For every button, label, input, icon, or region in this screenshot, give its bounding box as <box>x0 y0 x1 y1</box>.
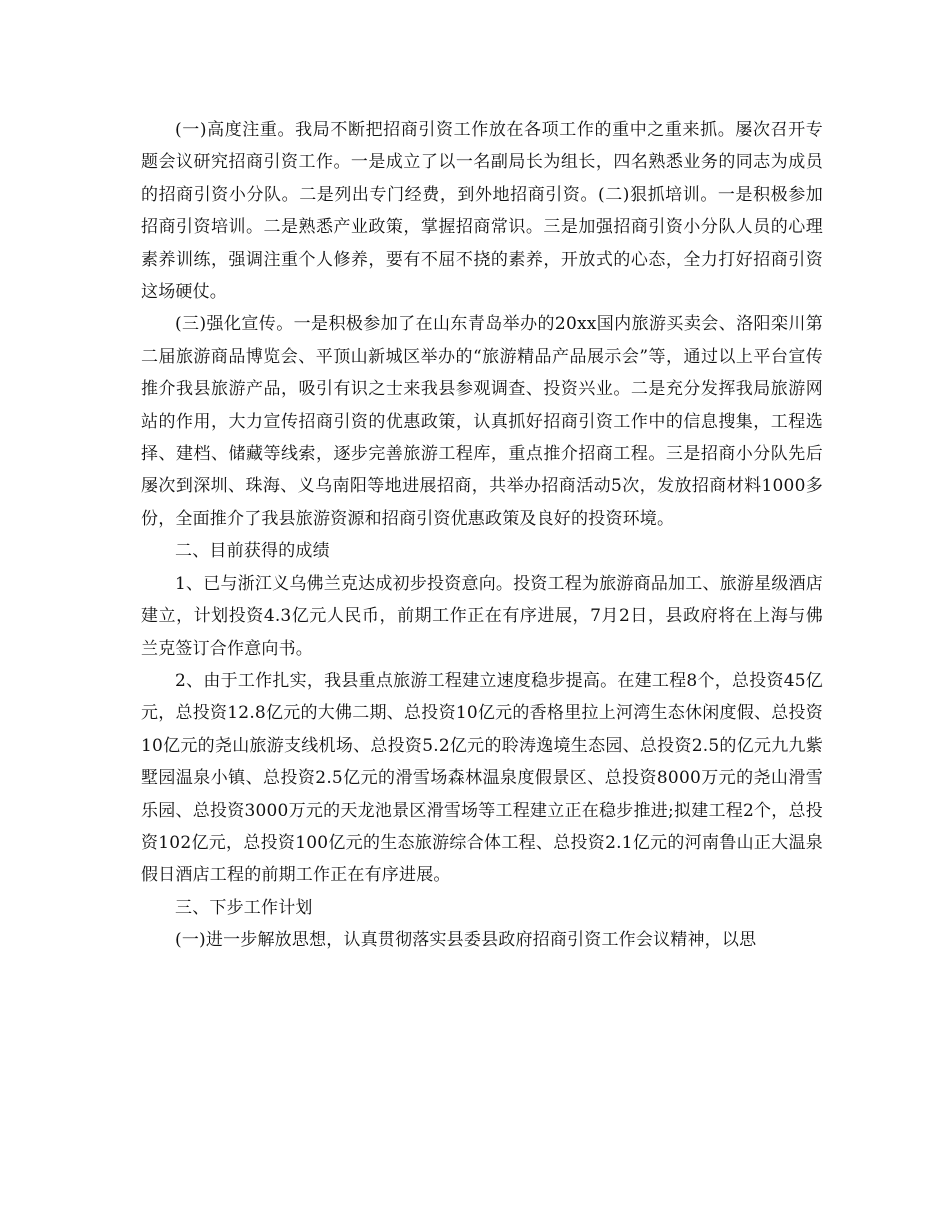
paragraph-training: (一)高度注重。我局不断把招商引资工作放在各项工作的重中之重来抓。屡次召开专题会议研究招商引资工作。一是成立了以一名副局长为组长，四名熟悉业务的同志为成员的招商引资小分队。二是列出专门经费，到外地招商引资。(二)狠抓培训。一是积极参加招商引资培训。二是熟悉产业政策，掌握招商常识。三是加强招商引资小分队人员的心理素养训练，强调注重个人修养，要有不屈不挠的素养，开放式的心态，全力打好招商引资这场硬仗。 <box>141 120 823 303</box>
paragraph-publicity: (三)强化宣传。一是积极参加了在山东青岛举办的20xx国内旅游买卖会、洛阳栾川第二届旅游商品博览会、平顶山新城区举办的“旅游精品产品展示会”等，通过以上平台宣传推介我县旅游产品，吸引有识之士来我县参观调查、投资兴业。二是充分发挥我局旅游网站的作用，大力宣传招商引资的优惠政策，认真抓好招商引资工作中的信息搜集，工程选择、建档、储藏等线索，逐步完善旅游工程库，重点推介招商工程。三是招商小分队先后屡次到深圳、珠海、义乌南阳等地进展招商，共举办招商活动5次，发放招商材料1000多份，全面推介了我县旅游资源和招商引资优惠政策及良好的投资环境。 <box>141 314 823 529</box>
section-heading-achievements: 二、目前获得的成绩 <box>175 541 330 562</box>
paragraph-achievement-2: 2、由于工作扎实，我县重点旅游工程建立速度稳步提高。在建工程8个，总投资45亿元，总投资12.8亿元的大佛二期、总投资10亿元的香格里拉上河湾生态休闲度假、总投资10亿元的尧山旅游支线机场、总投资5.2亿元的聆涛逸境生态园、总投资2.5的亿元九九紫墅园温泉小镇、总投资2.5亿元的滑雪场森林温泉度假景区、总投资8000万元的尧山滑雪乐园、总投资3000万元的天龙池景区滑雪场等工程建立正在稳步推进;拟建工程2个，总投资102亿元，总投资100亿元的生态旅游综合体工程、总投资2.1亿元的河南鲁山正大温泉假日酒店工程的前期工作正在有序进展。 <box>141 670 823 886</box>
paragraph-plan-1: (一)进一步解放思想，认真贯彻落实县委县政府招商引资工作会议精神，以思 <box>175 930 757 951</box>
document-body <box>141 114 823 957</box>
section-heading-plan: 三、下步工作计划 <box>175 897 313 918</box>
paragraph-achievement-1: 1、已与浙江义乌佛兰克达成初步投资意向。投资工程为旅游商品加工、旅游星级酒店建立，计划投资4.3亿元人民币，前期工作正在有序进展，7月2日，县政府将在上海与佛兰克签订合作意向书。 <box>141 573 823 659</box>
